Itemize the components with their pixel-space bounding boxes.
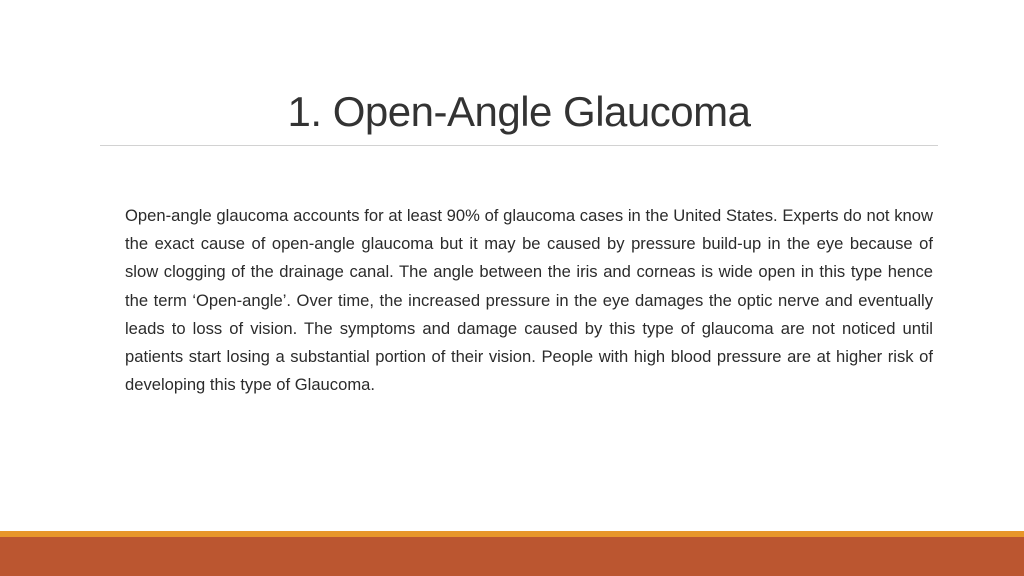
slide-title: 1. Open-Angle Glaucoma	[287, 88, 751, 135]
footer-band	[0, 537, 1024, 576]
slide-body-text: Open-angle glaucoma accounts for at least 90% of glaucoma cases in the United States. Experts do not know the exact cause of open-angle glaucoma but it may be caused by pressure build-up in the eye because of slow clogging of the drainage canal. The angle between the iris and corneas is wide open in this type hence the term ‘Open-angle’. Over time, the increased pressure in the eye damages the optic nerve and eventually leads to loss of vision. The symptoms and damage caused by this type of glaucoma are not noticed until patients start losing a substantial portion of their vision. People with high blood pressure are at higher risk of developing this type of Glaucoma.	[125, 206, 933, 395]
title-divider	[100, 145, 938, 146]
